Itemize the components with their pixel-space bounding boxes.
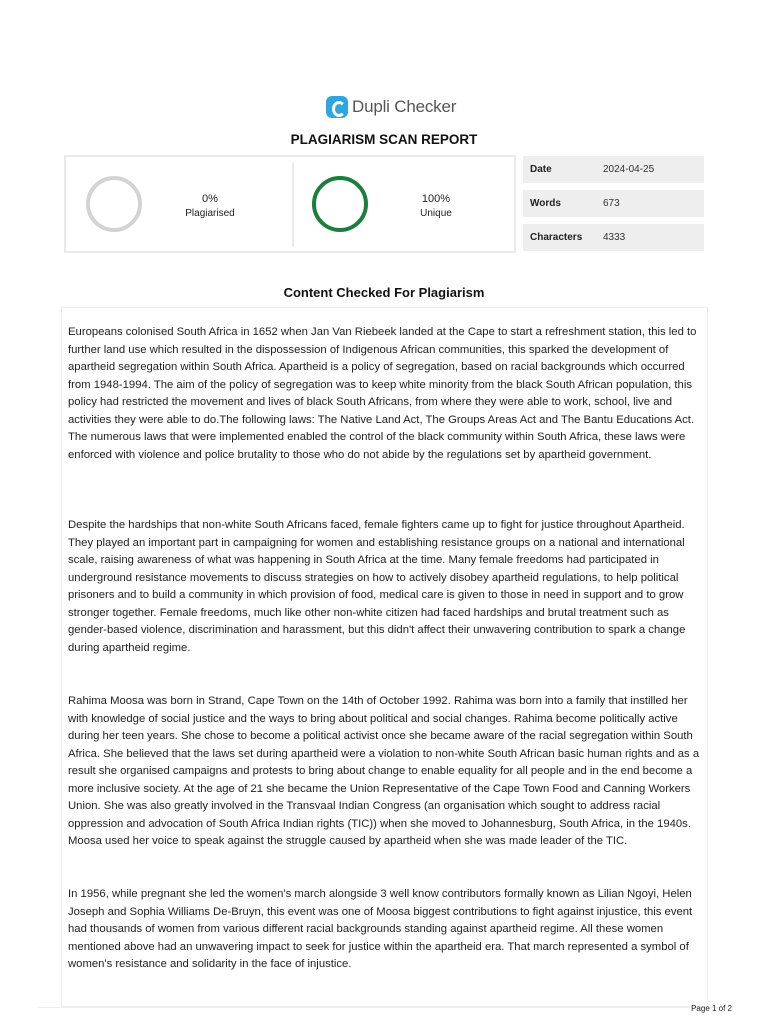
meta-label: Words	[530, 198, 561, 209]
meta-label: Date	[530, 164, 552, 175]
content-section-title: Content Checked For Plagiarism	[283, 285, 485, 300]
plagiarised-percent: 0%	[202, 193, 218, 205]
page-number: Page 1 of 2	[691, 1004, 732, 1013]
unique-percent: 100%	[421, 193, 451, 205]
meta-row-date	[523, 156, 704, 183]
meta-value: 673	[603, 198, 620, 209]
logo-text: Dupli Checker	[352, 97, 457, 116]
plagiarised-stat	[170, 193, 250, 219]
plagiarised-label: Plagiarised	[185, 208, 235, 219]
plagiarism-summary-box	[64, 155, 516, 253]
stats-divider	[292, 163, 294, 247]
footer-divider	[38, 1007, 728, 1008]
content-paragraph: Despite the hardships that non-white South Africans faced, female fighters came up to fight for justice throughout Apartheid. They played an important part in campaigning for women and establishing resistance groups on a national and international scale, raising awareness of what was happening in South Africa at the time. Many female freedoms had participated in underground resistance movements to discuss strategies on how to actively disobey apartheid regulations, to help political prisoners and to build a community in which provision of food, medical care is given to those in need in support and to grow stronger together. Female freedoms, much like other non-white citizen had faced hardships and brutal treatment such as gender-based violence, discrimination and harassment, but this didn't affect their unwavering contribution to spark a change during apartheid regime.	[68, 519, 686, 654]
unique-label: Unique	[420, 208, 452, 219]
content-paragraph: Europeans colonised South Africa in 1652 when Jan Van Riebeek landed at the Cape to start a refreshment station, this led to further land use which resulted in the dispossession of Indigenous African communities, this sparked the development of apartheid segregation within South Africa. Apartheid is a policy of segregation, based on racial backgrounds which occurred from 1948-1994. The aim of the policy of segregation was to keep white minority from the black South African population, this policy had restricted the movement and lives of black South Africans, from where they were able to work, school, live and activities they were able to do.The following laws: The Native Land Act, The Groups Areas Act and The Bantu Educations Act. The numerous laws that were implemented enabled the control of the black community within South Africa, these laws were enforced with violence and police brutality to those who do not abide by the regulations set by apartheid government.	[68, 326, 697, 461]
content-paragraph: Rahima Moosa was born in Strand, Cape Town on the 14th of October 1992. Rahima was born into a family that instilled her with knowledge of social justice and the ways to bring about political and social changes. Rahima become politically active during her teen years. She chose to become a political activist once she became aware of the racial segregation within South Africa. She believed that the laws set during apartheid were a violation to non-white South African basic human rights and as a result she organised campaigns and protests to bring about change to enable equality for all people and in the end become a more inclusive society. At the age of 21 she became the Union Representative of the Cape Town Food and Canning Workers Union. She was also greatly involved in the Transvaal Indian Congress (an organisation which sought to address racial oppression and advocation of South Africa Indian rights (TIC)) when she moved to Johannesburg, South Africa, in the 1940s. Moosa used her voice to speak against the struggle caused by apartheid when she was made leader of the TIC.	[68, 695, 700, 847]
unique-ring-chart	[312, 176, 368, 232]
report-title: PLAGIARISM SCAN REPORT	[290, 132, 478, 147]
meta-value: 4333	[603, 232, 626, 243]
meta-row-characters	[523, 224, 704, 251]
plagiarised-ring-chart	[86, 176, 142, 232]
duplichecker-logo	[326, 96, 456, 118]
report-meta-table	[523, 156, 704, 258]
unique-stat	[396, 193, 476, 219]
meta-value: 2024-04-25	[603, 164, 655, 175]
content-paragraph: In 1956, while pregnant she led the women's march alongside 3 well know contributors formally known as Lilian Ngoyi, Helen Joseph and Sophia Williams De-Bruyn, this event was one of Moosa biggest contributions to fight against injustice, this event had thousands of women from various different racial backgrounds standing against apartheid regime. All these women mentioned above had an unwavering impact to seek for justice within the apartheid era. That march represented a symbol of women's resistance and solidarity in the face of injustice.	[68, 888, 693, 970]
duplichecker-logo-icon	[326, 96, 348, 118]
meta-label: Characters	[530, 232, 583, 243]
meta-row-words	[523, 190, 704, 217]
